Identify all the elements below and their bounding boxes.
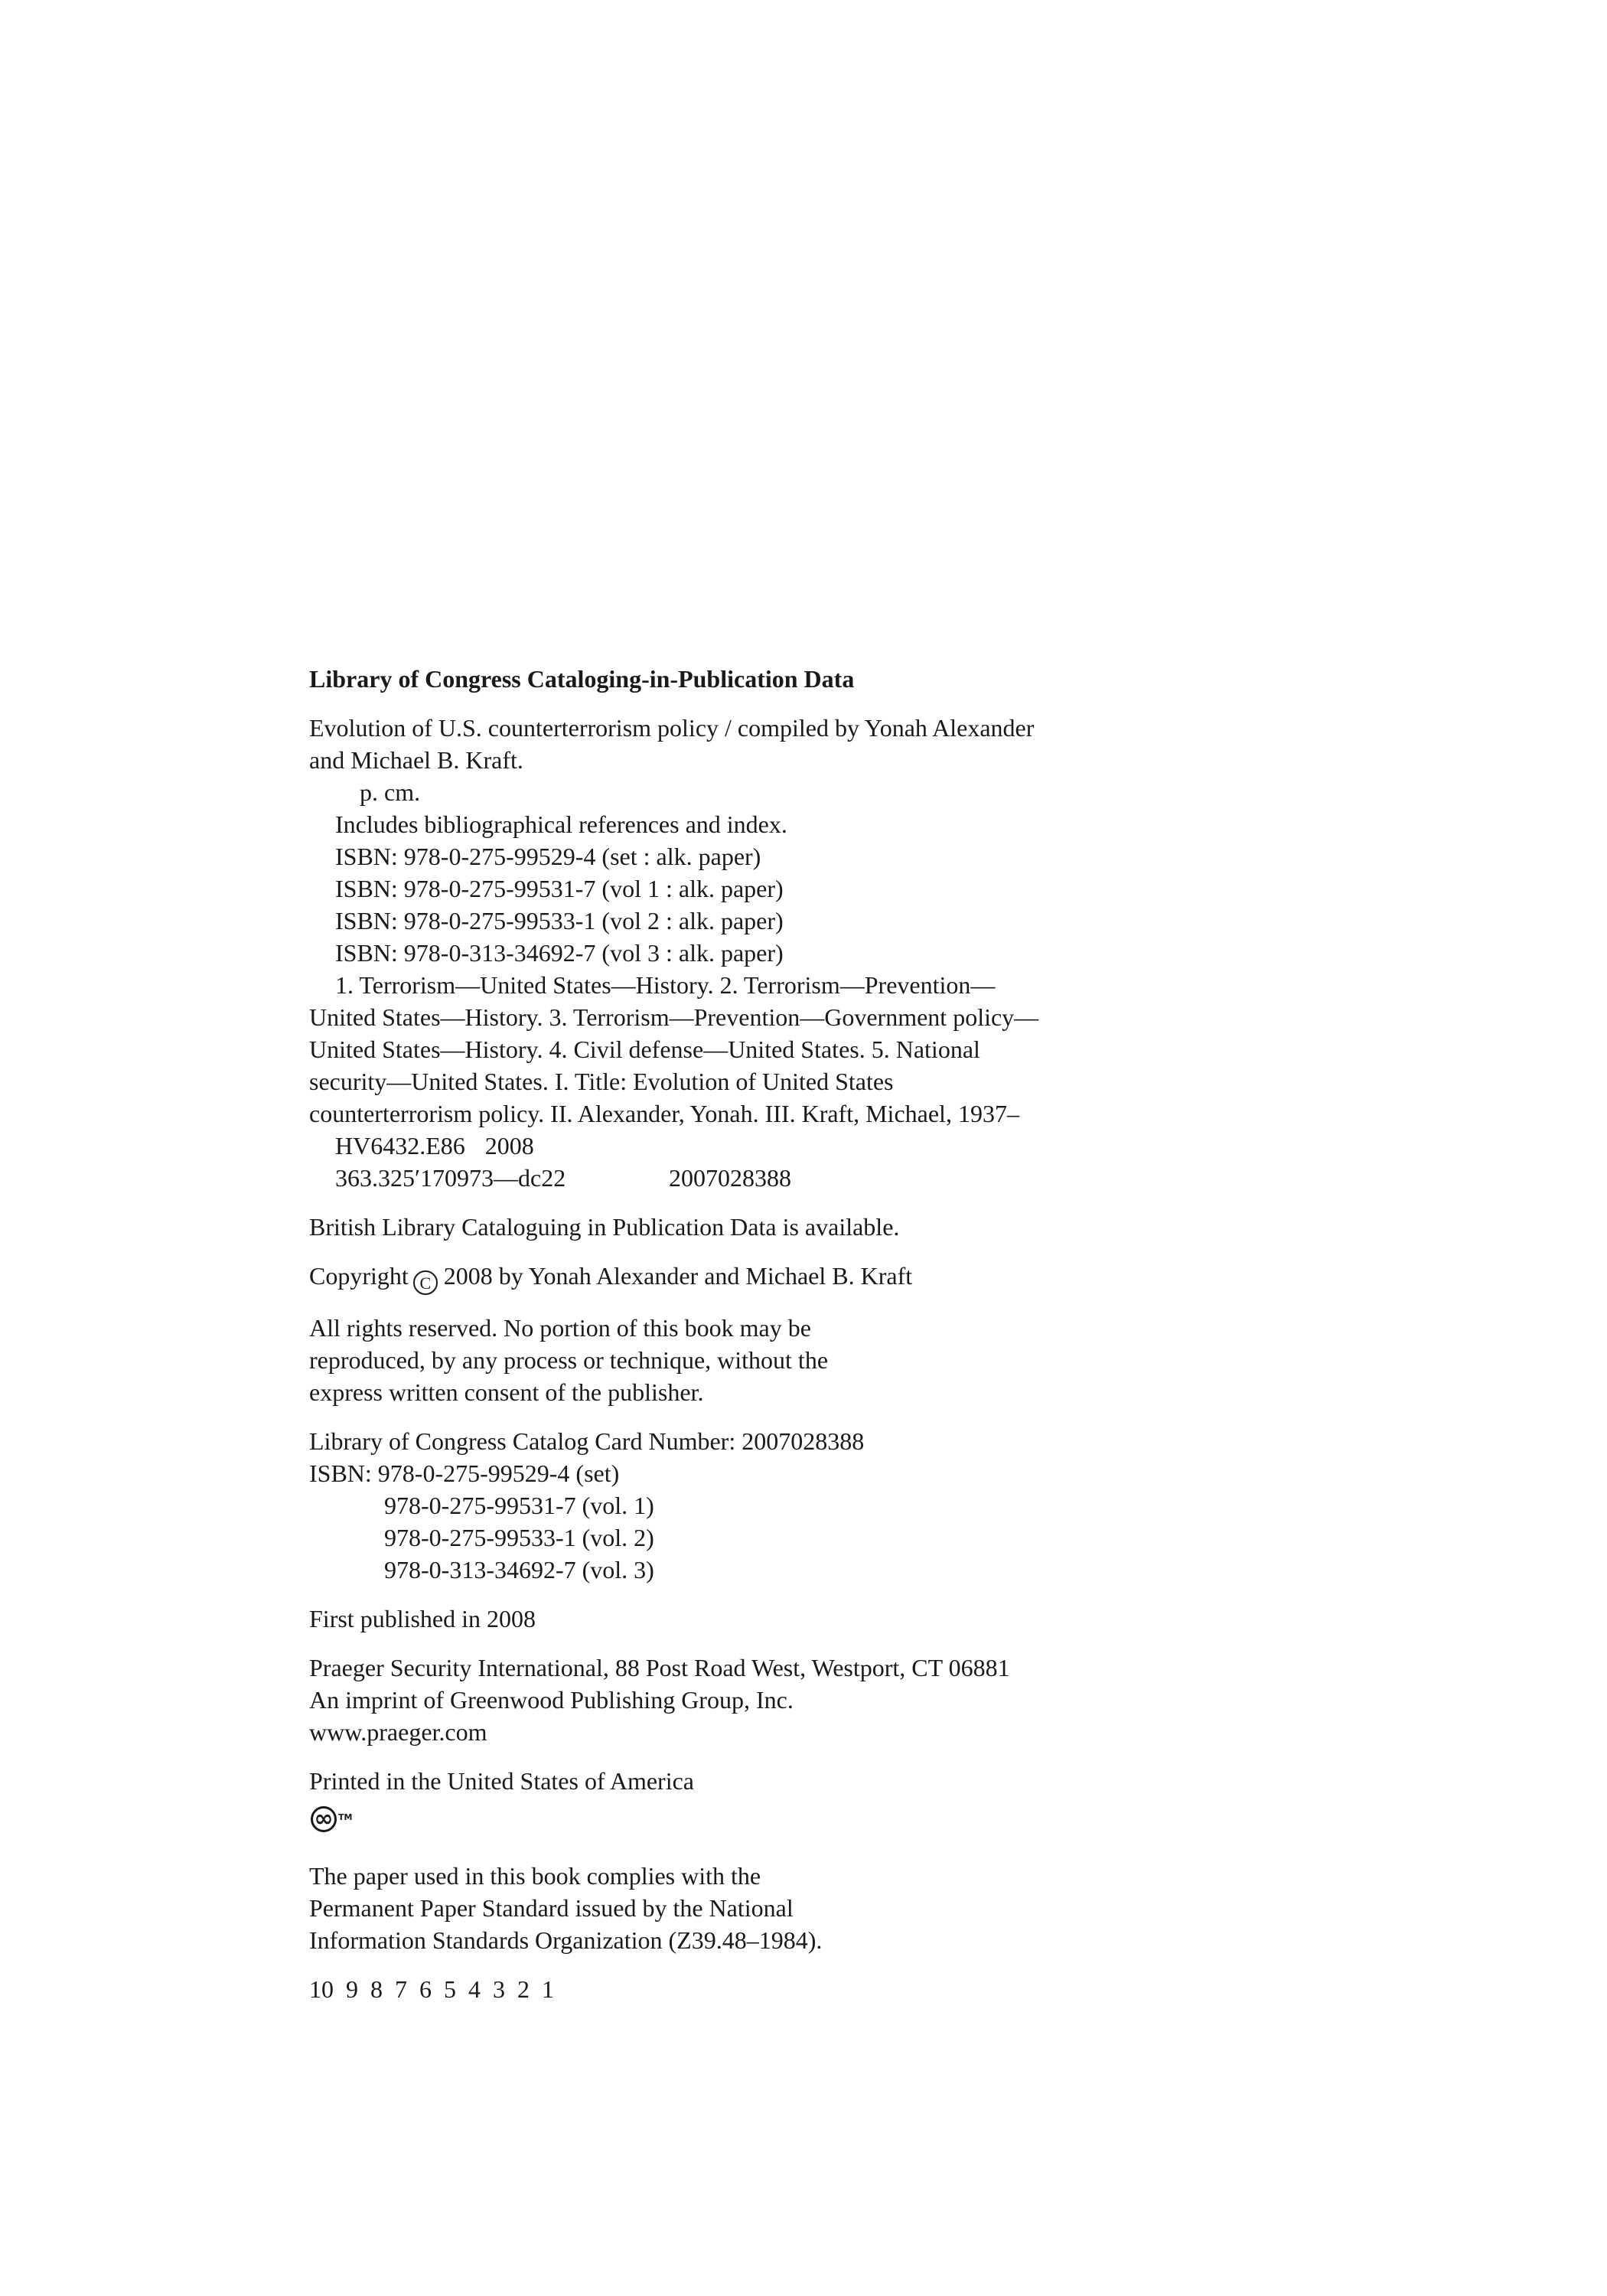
rights-line: express written consent of the publisher. (309, 1378, 704, 1406)
copyright-page (309, 663, 1457, 2005)
cip-lccn: 2007028388 (669, 1164, 791, 1192)
cip-isbn: ISBN: 978-0-313-34692-7 (vol 3 : alk. paper) (335, 939, 784, 967)
infinity-mark: ∞ (314, 1805, 334, 1832)
rights-line: reproduced, by any process or technique, without the (309, 1346, 829, 1374)
paper-note-line: Permanent Paper Standard issued by the National (309, 1894, 794, 1922)
cip-dewey-row (309, 1162, 1457, 1194)
cip-isbn: ISBN: 978-0-275-99531-7 (vol 1 : alk. paper) (335, 875, 784, 902)
rights-line: All rights reserved. No portion of this book may be (309, 1314, 811, 1342)
paper-note-line: The paper used in this book complies with the (309, 1862, 761, 1890)
catalog-card-number: Library of Congress Catalog Card Number: 2007028388 (309, 1427, 865, 1455)
catalog-isbn: ISBN: 978-0-275-99529-4 (set) (309, 1459, 620, 1487)
cip-lc-year: 2008 (484, 1132, 534, 1159)
catalog-isbn: 978-0-275-99531-7 (vol. 1) (384, 1492, 654, 1519)
cip-subject-line: security—United States. I. Title: Evolution of United States (309, 1068, 894, 1095)
cip-block (309, 663, 1457, 1194)
cip-dewey: 363.325′170973—dc22 (335, 1164, 566, 1192)
publisher-website: www.praeger.com (309, 1718, 487, 1746)
publisher-block (309, 1652, 1457, 1748)
rights-block (309, 1312, 1457, 1408)
printing-line: 10 9 8 7 6 5 4 3 2 1 (309, 1975, 554, 2003)
cip-isbn: ISBN: 978-0-275-99533-1 (vol 2 : alk. paper) (335, 907, 784, 934)
printed-in: Printed in the United States of America (309, 1767, 694, 1795)
cip-lc-class: HV6432.E86 (335, 1132, 465, 1159)
publisher-imprint: An imprint of Greenwood Publishing Group, Inc. (309, 1686, 794, 1714)
cip-subject-line: counterterrorism policy. II. Alexander, Yonah. III. Kraft, Michael, 1937– (309, 1100, 1019, 1127)
cip-pages: p. cm. (360, 778, 421, 806)
cip-notes: Includes bibliographical references and index. (335, 810, 787, 838)
catalog-block (309, 1425, 1457, 1586)
cip-heading: Library of Congress Cataloging-in-Publication Data (309, 665, 855, 693)
copyright-icon: C (413, 1270, 438, 1295)
paper-note-line: Information Standards Organization (Z39.48–1984). (309, 1926, 823, 1954)
infinity-paper-seal-icon (309, 1802, 353, 1835)
cip-title-line-2: and Michael B. Kraft. (309, 746, 523, 774)
first-published: First published in 2008 (309, 1605, 536, 1632)
catalog-isbn: 978-0-275-99533-1 (vol. 2) (384, 1524, 654, 1551)
copyright-text: 2008 by Yonah Alexander and Michael B. Kraft (443, 1262, 913, 1290)
copyright-line (309, 1260, 1457, 1295)
british-library-note: British Library Cataloguing in Publication Data is available. (309, 1213, 900, 1241)
cip-subject-line: United States—History. 3. Terrorism—Prevention—Government policy— (309, 1003, 1039, 1031)
cip-isbn: ISBN: 978-0-275-99529-4 (set : alk. paper) (335, 843, 761, 870)
catalog-isbn: 978-0-313-34692-7 (vol. 3) (384, 1556, 654, 1583)
cip-subject-line: 1. Terrorism—United States—History. 2. Terrorism—Prevention— (335, 971, 996, 999)
publisher-address: Praeger Security International, 88 Post Road West, Westport, CT 06881 (309, 1654, 1010, 1681)
trademark-mark: TM (338, 1812, 353, 1822)
paper-note-block (309, 1860, 1457, 1956)
cip-lc-class-row (309, 1130, 1457, 1162)
copyright-prefix: Copyright (309, 1262, 409, 1290)
cip-title-line-1: Evolution of U.S. counterterrorism policy / compiled by Yonah Alexander (309, 714, 1035, 742)
cip-subject-line: United States—History. 4. Civil defense—United States. 5. National (309, 1035, 980, 1063)
